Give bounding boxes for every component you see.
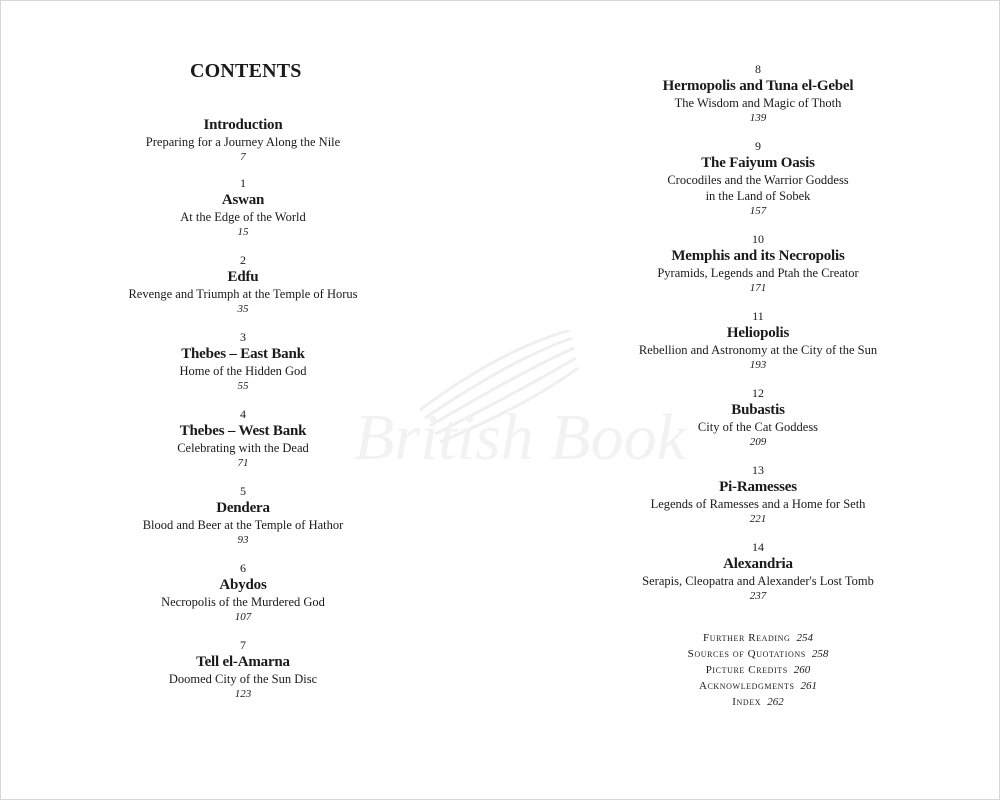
page-number: 157 bbox=[749, 205, 767, 217]
page-number: 237 bbox=[749, 590, 767, 602]
page-number: 254 bbox=[796, 632, 813, 644]
chapter-subtitle: Doomed City of the Sun Disc bbox=[168, 672, 318, 686]
chapter-subtitle: Serapis, Cleopatra and Alexander's Lost Tomb bbox=[642, 574, 874, 588]
chapter-subtitle: Legends of Ramesses and a Home for Seth bbox=[650, 497, 866, 511]
chapter-title: Memphis and its Necropolis bbox=[671, 248, 845, 264]
chapter-title: Heliopolis bbox=[726, 325, 790, 341]
chapter-title: Edfu bbox=[227, 269, 259, 285]
back-matter-label: Acknowledgments bbox=[698, 680, 795, 692]
back-matter-label: Sources of Quotations bbox=[687, 648, 806, 660]
back-matter-index[interactable] bbox=[558, 694, 958, 710]
chapter-subtitle: At the Edge of the World bbox=[180, 210, 306, 224]
page-number: 139 bbox=[749, 112, 767, 124]
chapter-title: Thebes – West Bank bbox=[179, 423, 307, 439]
page-number: 262 bbox=[767, 696, 784, 708]
chapter-subtitle: The Wisdom and Magic of Thoth bbox=[674, 96, 842, 110]
page-number: 221 bbox=[749, 513, 767, 525]
chapter-title: Alexandria bbox=[723, 556, 793, 572]
chapter-number: 7 bbox=[240, 638, 246, 652]
watermark-text: British Book bbox=[354, 401, 686, 474]
chapter-title: Bubastis bbox=[731, 402, 785, 418]
chapter-title: Tell el-Amarna bbox=[196, 654, 290, 670]
toc-entry-chapter-7[interactable] bbox=[43, 637, 443, 701]
toc-entry-chapter-3[interactable] bbox=[43, 329, 443, 393]
chapter-title: Abydos bbox=[219, 577, 267, 593]
toc-entry-chapter-5[interactable] bbox=[43, 483, 443, 547]
chapter-subtitle: Revenge and Triumph at the Temple of Horus bbox=[128, 287, 358, 301]
back-matter-label: Index bbox=[732, 696, 762, 708]
chapter-number: 4 bbox=[240, 407, 246, 421]
page-number: 15 bbox=[237, 226, 249, 238]
page-number: 260 bbox=[793, 664, 811, 676]
toc-entry-chapter-4[interactable] bbox=[43, 406, 443, 470]
toc-entry-chapter-1[interactable] bbox=[43, 175, 443, 239]
toc-entry-chapter-10[interactable] bbox=[558, 231, 958, 295]
back-matter-label: Picture Credits bbox=[705, 664, 788, 676]
chapter-number: 5 bbox=[240, 484, 246, 498]
page-number: 123 bbox=[234, 688, 252, 700]
back-matter-picture-credits[interactable] bbox=[558, 662, 958, 678]
chapter-number: 8 bbox=[755, 62, 761, 76]
chapter-number: 14 bbox=[752, 540, 764, 554]
chapter-title: Pi-Ramesses bbox=[719, 479, 797, 495]
chapter-number: 2 bbox=[240, 253, 246, 267]
chapter-title: Aswan bbox=[221, 192, 265, 208]
chapter-subtitle: Celebrating with the Dead bbox=[177, 441, 309, 455]
chapter-title: Hermopolis and Tuna el-Gebel bbox=[662, 78, 854, 94]
page-number: 35 bbox=[237, 303, 249, 315]
page-number: 258 bbox=[811, 648, 829, 660]
toc-entry-chapter-2[interactable] bbox=[43, 252, 443, 316]
page-number: 209 bbox=[749, 436, 767, 448]
chapter-title: Dendera bbox=[216, 500, 270, 516]
toc-entry-introduction[interactable] bbox=[43, 116, 443, 164]
chapter-subtitle: Pyramids, Legends and Ptah the Creator bbox=[657, 266, 859, 280]
chapter-subtitle: Blood and Beer at the Temple of Hathor bbox=[142, 518, 344, 532]
chapter-number: 1 bbox=[240, 176, 246, 190]
chapter-number: 12 bbox=[752, 386, 764, 400]
chapter-number: 6 bbox=[240, 561, 246, 575]
page-number: 171 bbox=[749, 282, 767, 294]
back-matter-acknowledgments[interactable] bbox=[558, 678, 958, 694]
chapter-number: 13 bbox=[752, 463, 764, 477]
chapter-subtitle: Home of the Hidden God bbox=[179, 364, 307, 378]
contents-heading: CONTENTS bbox=[190, 60, 302, 82]
chapter-number: 11 bbox=[752, 309, 764, 323]
chapter-subtitle: City of the Cat Goddess bbox=[697, 420, 819, 434]
toc-entry-chapter-12[interactable] bbox=[558, 385, 958, 449]
page-number: 71 bbox=[237, 457, 249, 469]
toc-entry-chapter-14[interactable] bbox=[558, 539, 958, 603]
page-number: 193 bbox=[749, 359, 767, 371]
chapter-subtitle-line-2: in the Land of Sobek bbox=[705, 189, 811, 203]
chapter-number: 9 bbox=[755, 139, 761, 153]
page-number: 93 bbox=[237, 534, 249, 546]
chapter-title: The Faiyum Oasis bbox=[701, 155, 815, 171]
toc-entry-chapter-13[interactable] bbox=[558, 462, 958, 526]
page-number: 107 bbox=[234, 611, 252, 623]
back-matter-label: Further Reading bbox=[703, 632, 791, 644]
chapter-subtitle: Preparing for a Journey Along the Nile bbox=[145, 135, 341, 149]
back-matter-sources-of-quotations[interactable] bbox=[558, 646, 958, 662]
chapter-title: Introduction bbox=[203, 117, 283, 133]
page-number: 7 bbox=[240, 151, 246, 163]
chapter-subtitle: Necropolis of the Murdered God bbox=[161, 595, 325, 609]
chapter-number: 10 bbox=[752, 232, 764, 246]
back-matter-further-reading[interactable] bbox=[558, 630, 958, 646]
page-number: 261 bbox=[800, 680, 818, 692]
chapter-subtitle: Crocodiles and the Warrior Goddess bbox=[667, 173, 849, 187]
chapter-number: 3 bbox=[240, 330, 246, 344]
page-number: 55 bbox=[237, 380, 249, 392]
toc-entry-chapter-8[interactable] bbox=[558, 61, 958, 125]
chapter-title: Thebes – East Bank bbox=[181, 346, 305, 362]
toc-entry-chapter-9[interactable] bbox=[558, 138, 958, 218]
toc-entry-chapter-11[interactable] bbox=[558, 308, 958, 372]
back-matter-list bbox=[558, 630, 958, 710]
chapter-subtitle: Rebellion and Astronomy at the City of the Sun bbox=[638, 343, 878, 357]
toc-entry-chapter-6[interactable] bbox=[43, 560, 443, 624]
